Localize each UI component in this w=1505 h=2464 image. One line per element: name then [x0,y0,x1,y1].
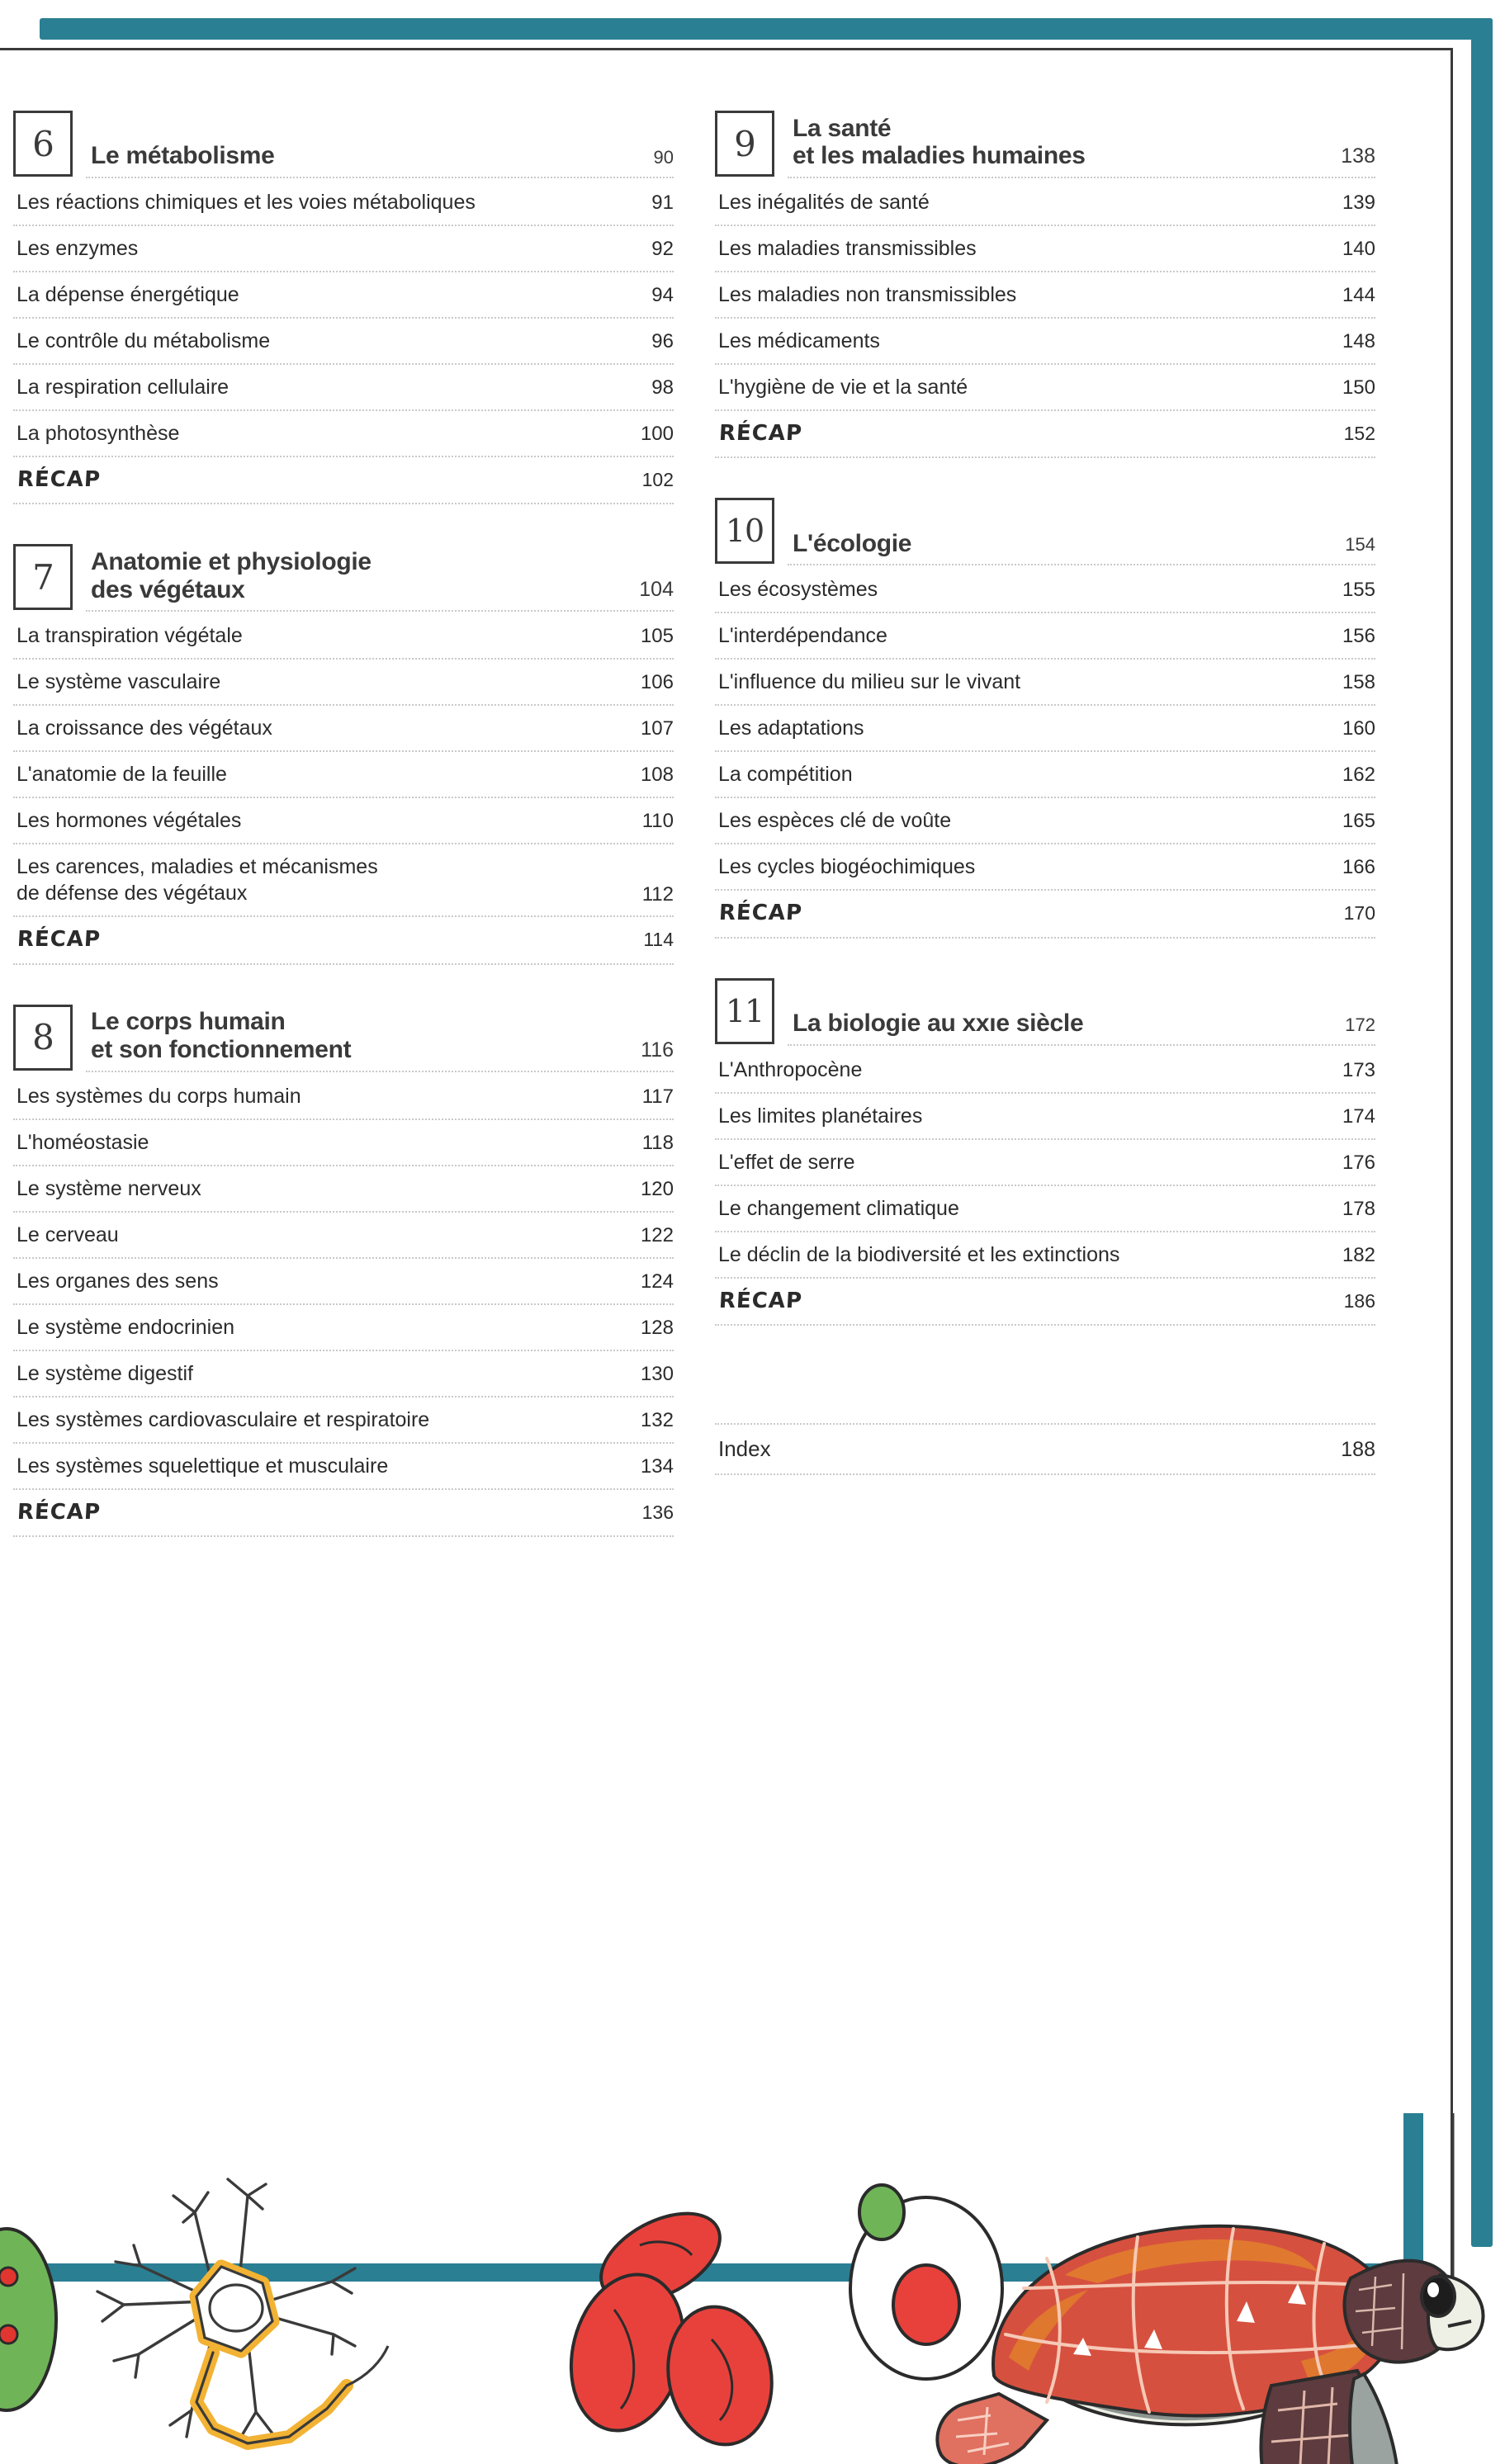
toc-entry-page: 124 [640,1270,674,1293]
toc-entry-label: Les systèmes squelettique et musculaire [17,1454,389,1478]
toc-entry-label: Le cerveau [17,1223,119,1246]
chapter-title: La santé et les maladies humaines [793,114,1086,170]
frame-right-bar [1471,18,1493,2247]
toc-entry[interactable] [13,1074,674,1120]
toc-entry-page: 128 [640,1316,674,1339]
chapter-number-box: 8 [13,1005,73,1071]
toc-entry-page: 158 [1342,671,1375,694]
chapter-group-6 [13,107,674,504]
toc-entry-page: 110 [641,810,674,833]
toc-entry-page: 148 [1342,330,1375,352]
chapter-rule [788,564,1375,565]
toc-entry[interactable] [13,1444,674,1490]
toc-entry-label: RÉCAP [17,927,102,953]
chapter-header-10[interactable] [715,494,1375,565]
toc-entry-label: Les espèces clé de voûte [718,809,952,833]
chapter-page-number: 116 [641,1038,674,1062]
chapter-page-number: 154 [1345,534,1375,556]
toc-entry-page: 106 [640,671,674,694]
toc-entry-label: Les maladies non transmissibles [718,283,1017,306]
toc-entry-label: Le système nerveux [17,1176,201,1200]
toc-entry-page: 156 [1342,625,1375,648]
toc-entry-page: 136 [641,1501,674,1523]
toc-entry-label: Les adaptations [718,716,864,740]
toc-entry-label: La dépense énergétique [17,283,239,306]
toc-entry[interactable] [715,1186,1375,1232]
toc-entry-page: 118 [641,1131,674,1154]
toc-entry-label: Les écosystèmes [718,578,878,602]
toc-entry-page: 186 [1343,1289,1375,1312]
chapter-group-11 [715,975,1375,1326]
toc-entry[interactable] [715,180,1375,226]
toc-entry-label: L'homéostasie [17,1130,149,1154]
toc-entry-page: 98 [651,376,674,399]
toc-entry-page: 112 [641,883,674,906]
toc-entry[interactable] [13,1166,674,1213]
chapter-title: L'écologie [793,529,912,557]
toc-entry[interactable] [13,660,674,706]
toc-entry-page: 155 [1342,579,1375,602]
toc-entry[interactable] [715,613,1375,660]
toc-entry[interactable] [715,1279,1375,1326]
toc-entry[interactable] [715,798,1375,844]
index-row[interactable] [715,1423,1375,1475]
toc-entry-label: RÉCAP [17,467,102,492]
toc-entry-label: L'influence du milieu sur le vivant [718,670,1021,694]
toc-entry-page: 100 [640,423,674,445]
toc-entry-page: 105 [640,625,674,648]
illustration-teal-upright [1403,2113,1423,2282]
toc-entry-label: Les systèmes cardiovasculaire et respiratoire [17,1407,430,1431]
toc-entry-page: 160 [1342,717,1375,740]
chapter-title: Le métabolisme [91,142,275,170]
toc-entry-label: Les maladies transmissibles [718,237,977,260]
chapter-header-6[interactable] [13,107,674,178]
sea-turtle-icon [937,2226,1483,2464]
toc-entry-page: 134 [640,1454,674,1478]
toc-entry-label: L'anatomie de la feuille [17,763,227,787]
toc-entry[interactable] [715,365,1375,411]
toc-entry-label: Les systèmes du corps humain [17,1084,301,1108]
toc-entry-page: 162 [1342,764,1375,787]
toc-entry-page: 107 [640,717,674,740]
chapter-title: La biologie au xxıe siècle [793,1009,1084,1037]
toc-entry-label: Les hormones végétales [17,809,242,833]
toc-entry[interactable] [13,411,674,457]
toc-entry-label: Le déclin de la biodiversité et les extinctions [718,1242,1120,1266]
cell-with-nucleus-icon [850,2185,1002,2379]
toc-entry-page: 166 [1342,856,1375,879]
chapter-group-9 [715,107,1375,458]
chapter-page-number: 138 [1341,144,1375,168]
toc-entry-label: Les réactions chimiques et les voies métaboliques [17,191,476,214]
toc-entry-label: L'Anthropocène [718,1057,863,1081]
toc-entry-page: 139 [1342,192,1375,214]
chapter-number-box: 11 [715,978,774,1044]
toc-entry[interactable] [715,1048,1375,1094]
toc-entry[interactable] [13,180,674,226]
toc-entry-page: 170 [1343,902,1375,925]
toc-entry[interactable] [715,411,1375,458]
chapter-page-number: 172 [1345,1014,1375,1035]
toc-entry-label: Le système endocrinien [17,1315,235,1339]
toc-entry[interactable] [715,891,1375,938]
toc-entry-label: La croissance des végétaux [17,716,272,740]
toc-entry-page: 122 [640,1223,674,1246]
toc-entry-label: RÉCAP [718,421,803,446]
toc-entry-label: Le système vasculaire [17,670,221,694]
index-block [715,1423,1375,1475]
toc-entry-label: L'interdépendance [718,624,887,648]
chapter-number-box: 6 [13,111,73,177]
toc-entry-page: 114 [643,929,674,951]
toc-entry[interactable] [715,706,1375,752]
red-blood-cells-icon [556,2196,783,2453]
bottom-illustration [0,2113,1505,2464]
toc-entry[interactable] [715,660,1375,706]
frame-top-bar [40,18,1493,40]
toc-entry[interactable] [715,844,1375,891]
toc-entry-page: 132 [640,1408,674,1431]
toc-column-right [715,107,1375,1475]
toc-column-left [13,107,674,1573]
toc-entry-page: 91 [651,192,674,214]
chapter-header-7[interactable] [13,541,674,612]
toc-entry-page: 130 [640,1362,674,1385]
toc-entry-label: Les limites planétaires [718,1104,923,1128]
toc-entry-label: L'effet de serre [718,1150,855,1174]
chapter-group-10 [715,494,1375,938]
toc-entry-page: 108 [640,764,674,787]
toc-entry[interactable] [13,457,674,504]
toc-entry-page: 182 [1342,1243,1375,1266]
toc-entry[interactable] [13,1259,674,1305]
toc-entry-label: La respiration cellulaire [17,376,230,399]
toc-entry[interactable] [13,1351,674,1398]
chapter-rule [788,177,1375,178]
chapter-number-box: 10 [715,498,774,564]
frame-top-rule [0,48,1453,50]
toc-entry[interactable] [13,1213,674,1259]
toc-entry[interactable] [13,1398,674,1444]
chapter-page-number: 90 [653,147,674,168]
toc-entry-label: Le changement climatique [718,1196,959,1220]
chapter-group-7 [13,541,674,964]
toc-entry-label: La compétition [718,763,853,787]
toc-entry-page: 150 [1342,376,1375,399]
toc-entry-page: 144 [1342,284,1375,306]
toc-entry-label: Le système digestif [17,1361,193,1385]
toc-entry-label: RÉCAP [17,1499,102,1525]
index-label: Index [718,1435,771,1461]
chapter-rule [86,177,674,178]
chapter-header-11[interactable] [715,975,1375,1046]
green-cell-icon [0,2229,56,2410]
toc-entry[interactable] [13,752,674,798]
toc-entry-page: 152 [1343,423,1375,444]
toc-entry[interactable] [13,798,674,844]
toc-entry[interactable] [715,1140,1375,1186]
index-page: 188 [1341,1437,1375,1461]
toc-entry-label: RÉCAP [718,901,803,926]
toc-entry[interactable] [715,1094,1375,1140]
chapter-rule [788,1044,1375,1046]
toc-entry-label: Les carences, maladies et mécanismes de défense des végétaux [17,855,378,906]
toc-entry-label: La photosynthèse [17,422,180,445]
toc-entry-label: Les cycles biogéochimiques [718,855,976,879]
chapter-rule [86,610,674,612]
chapter-header-8[interactable] [13,1001,674,1072]
toc-entry-label: Les enzymes [17,237,139,260]
toc-entry-label: Les médicaments [718,329,880,352]
toc-entry[interactable] [13,844,674,917]
toc-entry-page: 94 [651,284,674,306]
toc-entry[interactable] [13,226,674,272]
chapter-header-9[interactable] [715,107,1375,178]
toc-entry[interactable] [13,365,674,411]
toc-entry-label: L'hygiène de vie et la santé [718,376,968,399]
toc-entry[interactable] [13,1120,674,1166]
toc-entry[interactable] [13,706,674,752]
toc-entry-page: 173 [1342,1058,1375,1081]
chapter-number-box: 9 [715,111,774,177]
toc-entry-page: 92 [651,238,674,260]
toc-entry[interactable] [715,752,1375,798]
toc-entry[interactable] [13,1305,674,1351]
chapter-number-box: 7 [13,544,73,610]
frame-right-rule [1451,48,1453,2278]
toc-entry-label: Le contrôle du métabolisme [17,329,271,352]
toc-entry-page: 174 [1342,1104,1375,1128]
chapter-title: Anatomie et physiologie des végétaux [91,548,372,603]
toc-entry[interactable] [13,613,674,660]
toc-entry[interactable] [13,319,674,365]
toc-entry-page: 102 [641,469,674,490]
chapter-page-number: 104 [639,578,674,602]
toc-entry-page: 140 [1342,238,1375,260]
toc-entry[interactable] [715,1232,1375,1279]
toc-entry[interactable] [13,917,674,964]
chapter-rule [86,1071,674,1072]
toc-entry-label: Les inégalités de santé [718,191,930,214]
toc-entry[interactable] [13,1490,674,1537]
chapter-group-8 [13,1001,674,1537]
toc-entry-page: 96 [651,330,674,352]
toc-entry[interactable] [715,226,1375,272]
toc-entry-page: 176 [1342,1151,1375,1174]
toc-entry-page: 165 [1342,810,1375,833]
toc-entry-label: RÉCAP [718,1288,803,1313]
toc-entry[interactable] [13,272,674,319]
toc-entry-page: 120 [640,1177,674,1200]
toc-entry-page: 117 [641,1085,674,1108]
toc-entry-label: Les organes des sens [17,1269,219,1293]
toc-entry-page: 178 [1342,1197,1375,1220]
toc-entry[interactable] [715,567,1375,613]
toc-entry[interactable] [715,272,1375,319]
neuron-soma [196,2267,272,2351]
chapter-title: Le corps humain et son fonctionnement [91,1008,352,1063]
toc-entry-label: La transpiration végétale [17,624,243,648]
toc-entry[interactable] [715,319,1375,365]
neuron-axon [196,2346,388,2443]
